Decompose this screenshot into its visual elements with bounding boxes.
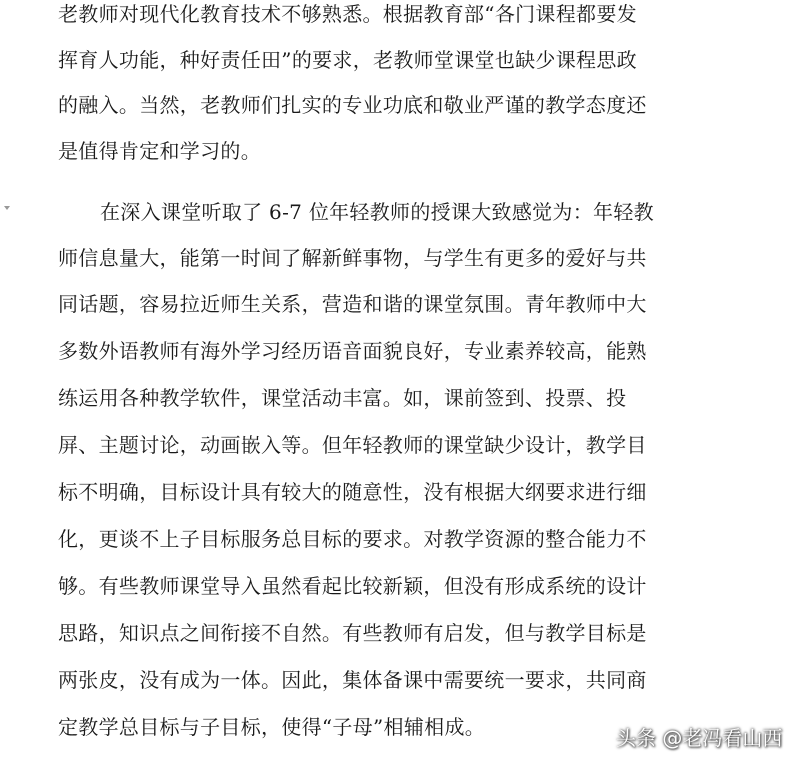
paragraph2-line: 定教学总目标与子目标，使得“子母”相辅相成。 xyxy=(58,715,486,739)
paragraph2-line: 思路，知识点之间衔接不自然。有些教师有启发，但与教学目标是 xyxy=(58,621,647,645)
paragraph1-line: 老教师对现代化教育技术不够熟悉。根据教育部“各门课程都要发 xyxy=(58,2,637,26)
paragraph2-line: 够。有些教师课堂导入虽然看起比较新颖，但没有形成系统的设计 xyxy=(58,574,647,598)
paragraph2-line: 标不明确，目标设计具有较大的随意性，没有根据大纲要求进行细 xyxy=(58,480,647,504)
paragraph2-line: 师信息量大，能第一时间了解新鲜事物，与学生有更多的爱好与共 xyxy=(58,246,647,270)
watermark: 头条 @老冯看山西 xyxy=(616,726,783,750)
paragraph2-line: 屏、主题讨论，动画嵌入等。但年轻教师的课堂缺少设计，教学目 xyxy=(58,433,647,457)
paragraph2-line: 同话题，容易拉近师生关系，营造和谐的课堂氛围。青年教师中大 xyxy=(58,292,647,316)
paragraph-collapse-icon[interactable] xyxy=(4,206,10,210)
paragraph1-line: 挥育人功能，种好责任田”的要求，老教师堂课堂也缺少课程思政 xyxy=(58,48,637,72)
paragraph2-line: 在深入课堂听取了 6-7 位年轻教师的授课大致感觉为：年轻教 xyxy=(100,200,654,224)
paragraph1-line: 的融入。当然，老教师们扎实的专业功底和敬业严谨的教学态度还 xyxy=(58,93,647,117)
paragraph2-line: 两张皮，没有成为一体。因此，集体备课中需要统一要求，共同商 xyxy=(58,668,647,692)
paragraph2-line: 练运用各种教学软件，课堂活动丰富。如，课前签到、投票、投 xyxy=(58,386,627,410)
paragraph1-line: 是值得肯定和学习的。 xyxy=(58,139,261,163)
paragraph2-line: 多数外语教师有海外学习经历语音面貌良好，专业素养较高，能熟 xyxy=(58,339,647,363)
paragraph2-line: 化，更谈不上子目标服务总目标的要求。对教学资源的整合能力不 xyxy=(58,527,647,551)
